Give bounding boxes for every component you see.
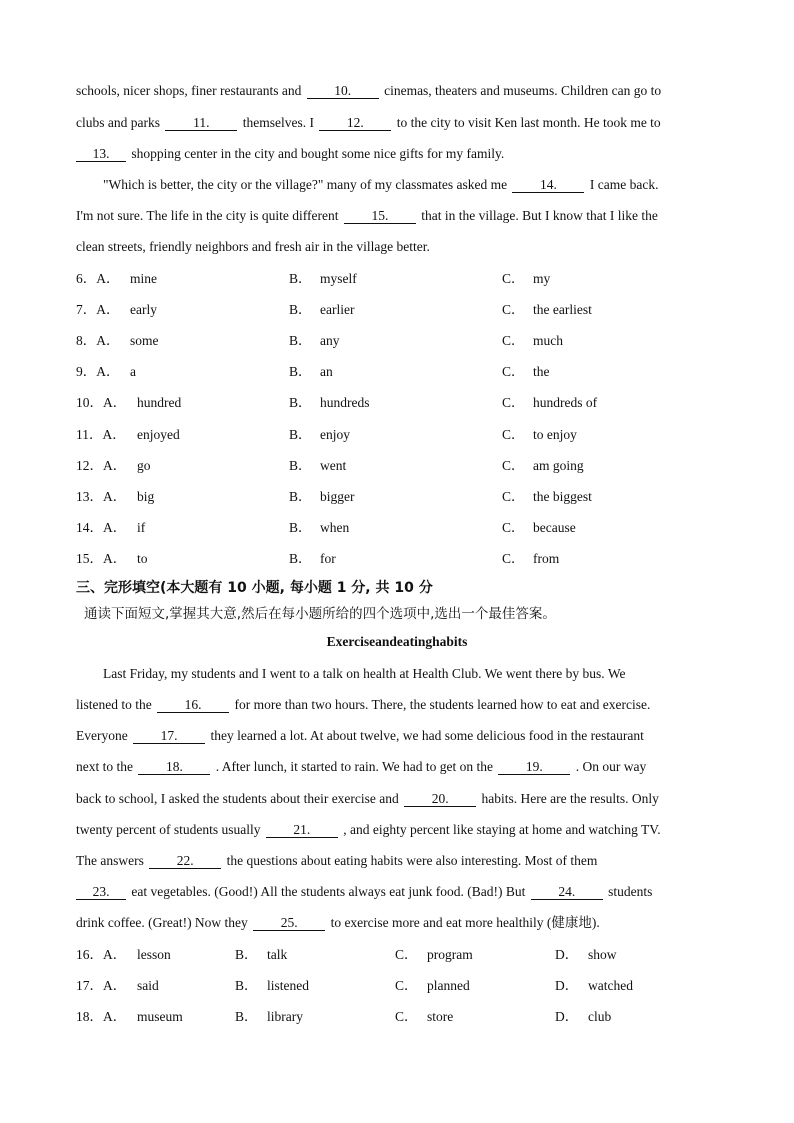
- blank-13: 13.: [76, 146, 126, 162]
- question-7-options: [76, 301, 726, 319]
- question-15-options: [76, 550, 726, 568]
- text: drink coffee. (Great!) Now they: [76, 915, 248, 930]
- option-c[interactable]: from: [533, 551, 560, 566]
- blank-19: 19.: [498, 759, 570, 775]
- option-c[interactable]: the biggest: [533, 489, 592, 504]
- question-9-options: [76, 363, 726, 381]
- text: for more than two hours. There, the students learned how to eat and exercise.: [234, 697, 651, 712]
- blank-21: 21.: [266, 822, 338, 838]
- option-a[interactable]: big: [137, 489, 155, 504]
- question-number: 15．A．: [76, 551, 127, 566]
- passage2-line-9: [76, 914, 716, 932]
- option-a[interactable]: mine: [130, 271, 157, 286]
- option-b[interactable]: went: [320, 458, 347, 473]
- option-b[interactable]: library: [267, 1009, 303, 1024]
- option-b-label: B．: [289, 395, 312, 410]
- text: to exercise more and eat more healthily (健康地).: [330, 915, 600, 930]
- option-b-label: B．: [289, 489, 312, 504]
- text: the questions about eating habits were also interesting. Most of them: [226, 853, 598, 868]
- text: they learned a lot. At about twelve, we had some delicious food in the restaurant: [210, 728, 644, 743]
- blank-10: 10.: [307, 83, 379, 99]
- text: . After lunch, it started to rain. We had to get on the: [215, 759, 493, 774]
- option-d[interactable]: show: [588, 947, 617, 962]
- text: . On our way: [575, 759, 647, 774]
- option-a[interactable]: if: [137, 520, 146, 535]
- question-number: 6．A．: [76, 271, 120, 286]
- text: to the city to visit Ken last month. He took me to: [396, 115, 661, 130]
- text: The answers: [76, 853, 144, 868]
- passage2-line-2: [76, 696, 716, 714]
- option-c[interactable]: store: [427, 1009, 454, 1024]
- option-a[interactable]: hundred: [137, 395, 182, 410]
- question-number: 8．A．: [76, 333, 120, 348]
- text: habits. Here are the results. Only: [481, 791, 659, 806]
- option-b[interactable]: listened: [267, 978, 309, 993]
- text: clubs and parks: [76, 115, 160, 130]
- option-c[interactable]: hundreds of: [533, 395, 598, 410]
- blank-20: 20.: [404, 791, 476, 807]
- question-6-options: [76, 270, 726, 288]
- text: eat vegetables. (Good!) All the students always eat junk food. (Bad!) But: [131, 884, 526, 899]
- text: twenty percent of students usually: [76, 822, 261, 837]
- option-c[interactable]: much: [533, 333, 563, 348]
- option-c-label: C．: [502, 364, 525, 379]
- option-c-label: C．: [502, 458, 525, 473]
- question-10-options: [76, 394, 726, 412]
- option-c[interactable]: am going: [533, 458, 584, 473]
- question-number: 9．A．: [76, 364, 120, 379]
- option-b-label: B．: [289, 520, 312, 535]
- text: that in the village. But I know that I like the: [421, 208, 658, 223]
- option-c-label: C．: [502, 427, 525, 442]
- blank-22: 22.: [149, 853, 221, 869]
- option-b[interactable]: for: [320, 551, 336, 566]
- option-b-label: B．: [235, 978, 258, 993]
- question-12-options: [76, 457, 726, 475]
- question-number: 10．A．: [76, 395, 127, 410]
- text: listened to the: [76, 697, 152, 712]
- passage2-line-7: [76, 852, 716, 870]
- blank-18: 18.: [138, 759, 210, 775]
- question-17-options: [76, 977, 726, 995]
- text: Everyone: [76, 728, 128, 743]
- option-c[interactable]: program: [427, 947, 473, 962]
- question-number: 18．A．: [76, 1009, 127, 1024]
- text: cinemas, theaters and museums. Children can go to: [384, 83, 662, 98]
- blank-16: 16.: [157, 697, 229, 713]
- option-c-label: C．: [502, 395, 525, 410]
- question-8-options: [76, 332, 726, 350]
- option-a[interactable]: go: [137, 458, 151, 473]
- option-a[interactable]: a: [130, 364, 136, 379]
- option-a[interactable]: enjoyed: [137, 427, 180, 442]
- text: schools, nicer shops, finer restaurants and: [76, 83, 302, 98]
- question-number: 16．A．: [76, 947, 127, 962]
- passage1-line-6: [76, 238, 716, 256]
- option-b-label: B．: [289, 458, 312, 473]
- option-b[interactable]: enjoy: [320, 427, 350, 442]
- option-d-label: D．: [555, 947, 579, 962]
- passage-title: Exerciseandeatinghabits: [326, 634, 468, 649]
- option-b-label: B．: [289, 551, 312, 566]
- option-a[interactable]: to: [137, 551, 148, 566]
- option-b-label: B．: [289, 333, 312, 348]
- option-c[interactable]: my: [533, 271, 551, 286]
- option-c[interactable]: planned: [427, 978, 470, 993]
- passage2-line-3: [76, 727, 716, 745]
- option-b-label: B．: [289, 302, 312, 317]
- option-b[interactable]: myself: [320, 271, 357, 286]
- option-c-label: C．: [395, 947, 418, 962]
- option-b-label: B．: [289, 364, 312, 379]
- passage2-line-1: [103, 665, 743, 683]
- text: themselves. I: [242, 115, 314, 130]
- passage1-line-1: [76, 82, 716, 100]
- text: , and eighty percent like staying at home and watching TV.: [343, 822, 661, 837]
- option-a[interactable]: early: [130, 302, 157, 317]
- option-c[interactable]: the earliest: [533, 302, 592, 317]
- option-c[interactable]: the: [533, 364, 550, 379]
- option-c-label: C．: [502, 333, 525, 348]
- question-number: 14．A．: [76, 520, 127, 535]
- option-b[interactable]: when: [320, 520, 350, 535]
- option-c-label: C．: [395, 978, 418, 993]
- question-number: 13．A．: [76, 489, 127, 504]
- blank-24: 24.: [531, 884, 603, 900]
- question-11-options: [76, 426, 726, 444]
- option-c-label: C．: [395, 1009, 418, 1024]
- option-c-label: C．: [502, 271, 525, 286]
- text: back to school, I asked the students about their exercise and: [76, 791, 399, 806]
- option-d-label: D．: [555, 978, 579, 993]
- blank-17: 17.: [133, 728, 205, 744]
- option-c[interactable]: to enjoy: [533, 427, 577, 442]
- text: "Which is better, the city or the village?" many of my classmates asked me: [103, 177, 508, 192]
- option-c-label: C．: [502, 489, 525, 504]
- passage1-line-2: [76, 114, 716, 132]
- text: students: [608, 884, 653, 899]
- option-b[interactable]: earlier: [320, 302, 355, 317]
- passage1-line-3: [76, 145, 716, 163]
- option-b-label: B．: [289, 427, 312, 442]
- option-b[interactable]: hundreds: [320, 395, 370, 410]
- text: shopping center in the city and bought some nice gifts for my family.: [131, 146, 505, 161]
- option-c[interactable]: because: [533, 520, 576, 535]
- text: Last Friday, my students and I went to a talk on health at Health Club. We went there by bus. We: [103, 666, 626, 681]
- section-instruction: 通读下面短文,掌握其大意,然后在每小题所给的四个选项中,选出一个最佳答案。: [84, 606, 556, 622]
- option-b-label: B．: [235, 947, 258, 962]
- option-a[interactable]: some: [130, 333, 159, 348]
- blank-25: 25.: [253, 915, 325, 931]
- option-b-label: B．: [235, 1009, 258, 1024]
- passage1-line-4: [103, 176, 743, 194]
- question-number: 17．A．: [76, 978, 127, 993]
- option-c-label: C．: [502, 520, 525, 535]
- option-a[interactable]: lesson: [137, 947, 171, 962]
- text: I'm not sure. The life in the city is quite different: [76, 208, 339, 223]
- question-13-options: [76, 488, 726, 506]
- question-number: 12．A．: [76, 458, 127, 473]
- question-18-options: [76, 1008, 726, 1026]
- text: clean streets, friendly neighbors and fresh air in the village better.: [76, 239, 430, 254]
- option-c-label: C．: [502, 302, 525, 317]
- passage2-line-6: [76, 821, 716, 839]
- section-title: 三、完形填空(本大题有 10 小题, 每小题 1 分, 共 10 分: [76, 580, 433, 596]
- option-a[interactable]: said: [137, 978, 159, 993]
- option-c-label: C．: [502, 551, 525, 566]
- option-d-label: D．: [555, 1009, 579, 1024]
- blank-12: 12.: [319, 115, 391, 131]
- option-b[interactable]: an: [320, 364, 333, 379]
- blank-23: 23.: [76, 884, 126, 900]
- passage2-line-8: [76, 883, 716, 901]
- option-b-label: B．: [289, 271, 312, 286]
- question-16-options: [76, 946, 726, 964]
- blank-11: 11.: [165, 115, 237, 131]
- option-b[interactable]: talk: [267, 947, 288, 962]
- passage1-line-5: [76, 207, 716, 225]
- option-b[interactable]: any: [320, 333, 340, 348]
- question-14-options: [76, 519, 726, 537]
- option-b[interactable]: bigger: [320, 489, 355, 504]
- question-number: 7．A．: [76, 302, 120, 317]
- option-d[interactable]: watched: [588, 978, 633, 993]
- blank-14: 14.: [512, 177, 584, 193]
- option-d[interactable]: club: [588, 1009, 612, 1024]
- option-a[interactable]: museum: [137, 1009, 183, 1024]
- passage2-line-5: [76, 790, 716, 808]
- text: next to the: [76, 759, 133, 774]
- question-number: 11．A．: [76, 427, 126, 442]
- blank-15: 15.: [344, 208, 416, 224]
- text: I came back.: [589, 177, 659, 192]
- passage2-line-4: [76, 758, 716, 776]
